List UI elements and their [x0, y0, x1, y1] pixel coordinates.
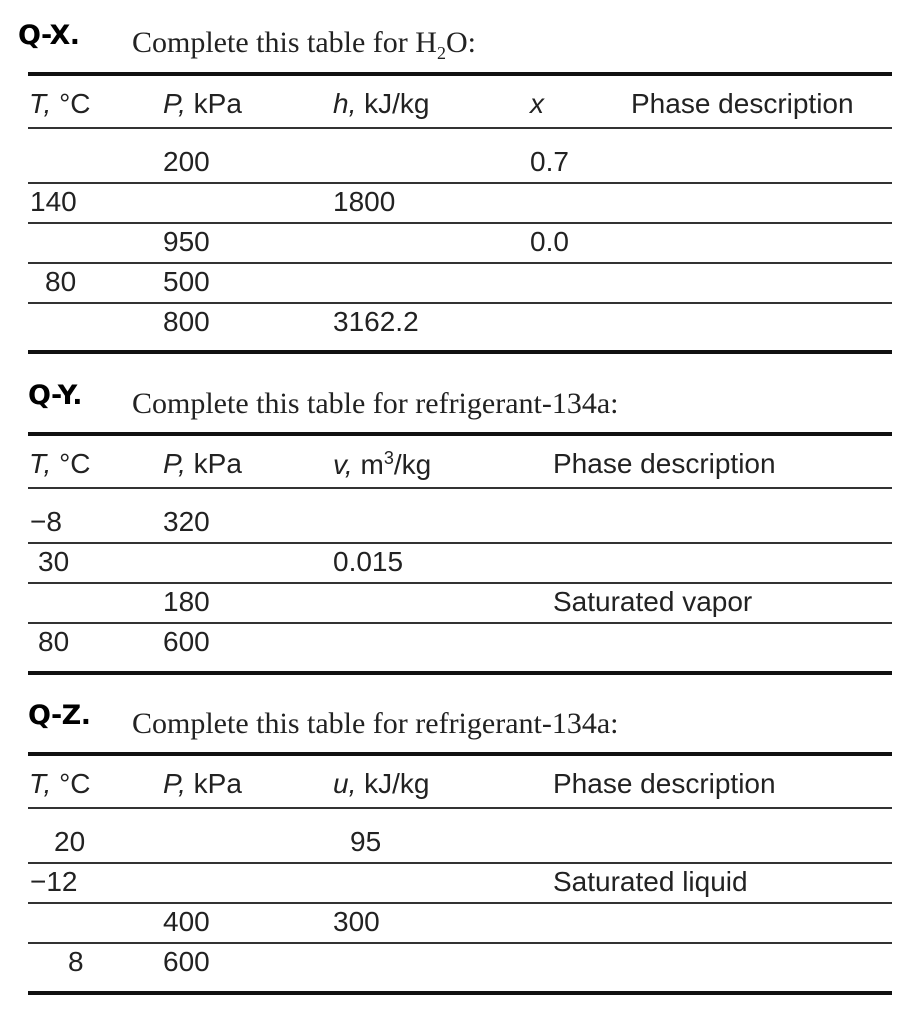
- table-y-bottom-rule: [28, 671, 892, 675]
- question-x-prompt: [132, 26, 476, 64]
- table-z-row-rule: [28, 862, 892, 864]
- table-x-r4-t: 80: [45, 266, 77, 297]
- table-y-header-p: P, kPa: [163, 448, 242, 479]
- question-y-prompt: Complete this table for refrigerant-134a:: [132, 387, 619, 420]
- table-x-header-t: T, °C: [29, 88, 91, 119]
- question-z-prompt: Complete this table for refrigerant-134a:: [132, 707, 619, 740]
- table-x-r1-x: 0.7: [530, 146, 569, 177]
- table-x-row-rule: [28, 182, 892, 184]
- table-x-header-rule: [28, 127, 892, 129]
- table-z-r1-t: 20: [54, 826, 86, 857]
- table-x-r3-x: 0.0: [530, 226, 569, 257]
- question-x-prompt-sub: 2: [436, 43, 446, 63]
- table-z-header-p: P, kPa: [163, 768, 242, 799]
- table-x-header-x: x: [530, 88, 544, 119]
- table-x-header-h: h, kJ/kg: [333, 88, 430, 119]
- table-z-r3-p: 400: [163, 906, 210, 937]
- table-z-r4-p: 600: [163, 946, 210, 977]
- question-x-label: Q-X.: [18, 20, 80, 51]
- question-x-prompt-post: O:: [445, 26, 476, 59]
- table-z-row-rule: [28, 942, 892, 944]
- table-z-r2-t: −12: [30, 866, 78, 897]
- table-y-top-rule: [28, 432, 892, 436]
- table-y-row-rule: [28, 582, 892, 584]
- table-z-header-t: T, °C: [29, 768, 91, 799]
- table-z-header-rule: [28, 807, 892, 809]
- table-z-row-rule: [28, 902, 892, 904]
- table-x-header-phase: Phase description: [631, 88, 854, 119]
- table-x-bottom-rule: [28, 350, 892, 354]
- table-y-header-rule: [28, 487, 892, 489]
- table-x-row-rule: [28, 302, 892, 304]
- table-y-row-rule: [28, 542, 892, 544]
- table-y-r2-v: 0.015: [333, 546, 404, 577]
- table-x-r2-h: 1800: [333, 186, 396, 217]
- table-y-r2-t: 30: [38, 546, 70, 577]
- question-z-label: Q-Z.: [28, 700, 91, 731]
- table-x-r3-p: 950: [163, 226, 210, 257]
- table-z-r3-u: 300: [333, 906, 380, 937]
- table-z-r2-phase: Saturated liquid: [553, 866, 748, 897]
- question-x-prompt-pre: Complete this table for H: [132, 26, 437, 59]
- table-y-r4-t: 80: [38, 626, 70, 657]
- table-x-r1-p: 200: [163, 146, 210, 177]
- table-z-header-phase: Phase description: [553, 768, 776, 799]
- table-y-header-phase: Phase description: [553, 448, 776, 479]
- table-y-r3-phase: Saturated vapor: [553, 586, 753, 617]
- table-x-r5-p: 800: [163, 306, 210, 337]
- table-y-r3-p: 180: [163, 586, 210, 617]
- table-y-header-t: T, °C: [29, 448, 91, 479]
- table-x-row-rule: [28, 262, 892, 264]
- table-z-top-rule: [28, 752, 892, 756]
- table-y-header-v: v, $m^3/kg$: [333, 448, 432, 480]
- table-z-r4-t: 8: [68, 946, 84, 977]
- table-y-row-rule: [28, 622, 892, 624]
- table-x-top-rule: [28, 72, 892, 76]
- table-z-r1-u: 95: [350, 826, 382, 857]
- table-y-r1-p: 320: [163, 506, 210, 537]
- table-y-r4-p: 600: [163, 626, 210, 657]
- table-y-r1-t: −8: [30, 506, 62, 537]
- table-x-row-rule: [28, 222, 892, 224]
- table-z-bottom-rule: [28, 991, 892, 995]
- table-x-header-p: P, kPa: [163, 88, 242, 119]
- table-x-r2-t: 140: [30, 186, 77, 217]
- table-z-header-u: u, kJ/kg: [333, 768, 430, 799]
- table-x-r5-h: 3162.2: [333, 306, 419, 337]
- table-x-r4-p: 500: [163, 266, 210, 297]
- question-y-label: Q-Y.: [28, 380, 83, 411]
